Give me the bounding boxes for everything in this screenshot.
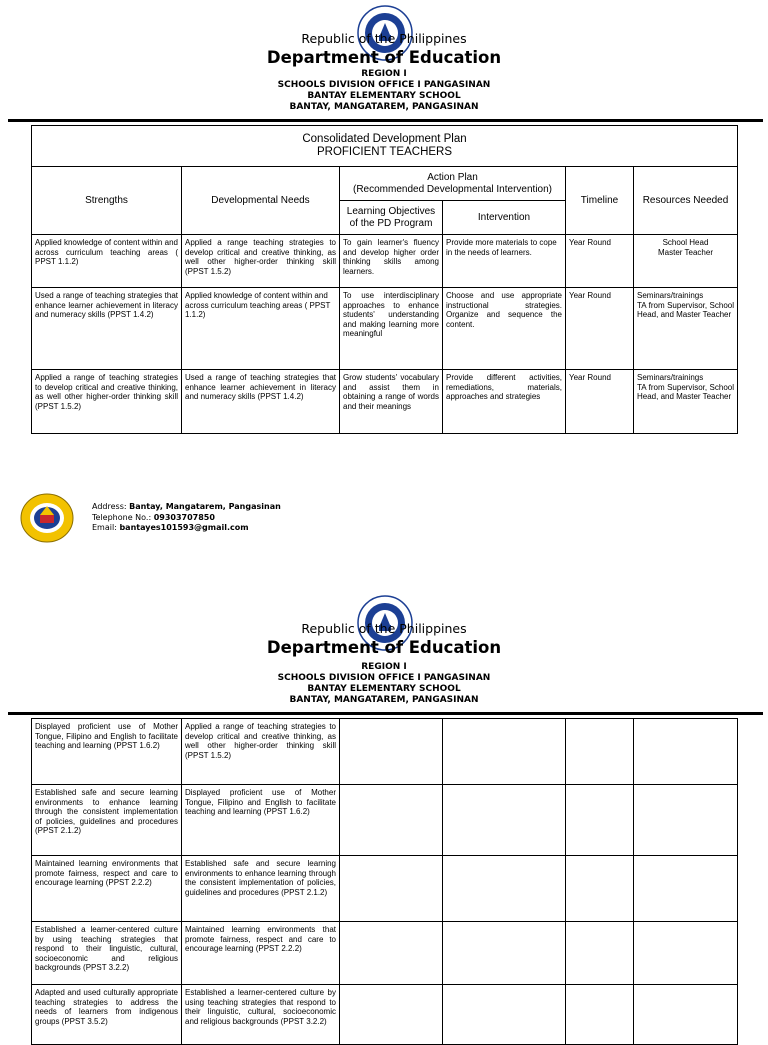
- header-action-plan: [340, 167, 566, 201]
- republic-heading: Republic of the Philippines: [301, 621, 467, 636]
- strength-cell: Maintained learning environments that promote fairness, respect and care to encourage learning (PPST 2.2.2): [32, 856, 182, 922]
- address-line: BANTAY, MANGATAREM, PANGASINAN: [289, 102, 479, 112]
- footer-email: [92, 523, 281, 534]
- department-heading: Department of Education: [266, 48, 502, 67]
- division-line: SCHOOLS DIVISION OFFICE I PANGASINAN: [277, 80, 491, 90]
- header-learning-objectives: Learning Objectives of the PD Program: [340, 201, 443, 235]
- strength-cell: Applied a range of teaching strategies to develop critical and creative thinking, as well other higher-order thinking skill (PPST 1.5.2): [32, 370, 182, 434]
- need-cell: Applied knowledge of content within and across curriculum teaching areas ( PPST 1.1.2): [182, 288, 340, 370]
- table-row: [32, 785, 738, 856]
- table-row: [32, 856, 738, 922]
- region-line: REGION I: [361, 662, 407, 672]
- plan-title-line1: Consolidated Development Plan: [302, 133, 467, 145]
- intervention-cell: [443, 922, 566, 985]
- document-page-2: [0, 590, 768, 1024]
- strength-cell: Applied knowledge of content within and across curriculum teaching areas ( PPST 1.1.2): [32, 235, 182, 288]
- intervention-cell: [443, 985, 566, 1045]
- action-plan-line1: Action Plan: [427, 172, 478, 183]
- school-line: BANTAY ELEMENTARY SCHOOL: [307, 91, 461, 101]
- resources-cell: [634, 785, 738, 856]
- need-cell: Used a range of teaching strategies that enhance learner achievement in literacy and numeracy skills (PPST 1.4.2): [182, 370, 340, 434]
- region-line: REGION I: [361, 69, 407, 79]
- resources-cell: [634, 922, 738, 985]
- timeline-cell: [566, 856, 634, 922]
- republic-heading: Republic of the Philippines: [301, 31, 467, 46]
- strength-cell: Displayed proficient use of Mother Tongue, Filipino and English to facilitate teaching and learning (PPST 1.6.2): [32, 719, 182, 785]
- objective-cell: Grow students' vocabulary and assist them in obtaining a range of words and their meanings: [340, 370, 443, 434]
- department-heading: Department of Education: [266, 638, 502, 657]
- timeline-cell: [566, 922, 634, 985]
- intervention-cell: [443, 785, 566, 856]
- address-label: Address:: [92, 502, 127, 511]
- development-plan-table-continued: [31, 718, 738, 1045]
- intervention-cell: Provide more materials to cope in the needs of learners.: [443, 235, 566, 288]
- header-developmental-needs: Developmental Needs: [182, 167, 340, 235]
- phone-label: Telephone No.:: [92, 512, 152, 522]
- resources-cell: [634, 985, 738, 1045]
- email-value: bantayes101593@gmail.com: [119, 523, 249, 532]
- strength-cell: Used a range of teaching strategies that enhance learner achievement in literacy and numeracy skills (PPST 1.4.2): [32, 288, 182, 370]
- address-value: Bantay, Mangatarem, Pangasinan: [129, 502, 281, 511]
- resources-cell: Seminars/trainings TA from Supervisor, School Head, and Master Teacher: [634, 370, 738, 434]
- email-label: Email:: [92, 523, 117, 532]
- table-row: [32, 719, 738, 785]
- need-cell: Maintained learning environments that promote fairness, respect and care to encourage learning (PPST 2.2.2): [182, 922, 340, 985]
- header-timeline: Timeline: [566, 167, 634, 235]
- school-line: BANTAY ELEMENTARY SCHOOL: [307, 684, 461, 694]
- header-strengths: Strengths: [32, 167, 182, 235]
- resources-cell: [634, 719, 738, 785]
- objective-cell: [340, 785, 443, 856]
- table-row: [32, 985, 738, 1045]
- timeline-cell: Year Round: [566, 288, 634, 370]
- table-row: [32, 288, 738, 370]
- need-cell: Established safe and secure learning environments to enhance learning through the consistent implementation of policies, guidelines and procedures (PPST 2.1.2): [182, 856, 340, 922]
- division-line: SCHOOLS DIVISION OFFICE I PANGASINAN: [277, 673, 491, 683]
- need-cell: Applied a range teaching strategies to develop critical and creative thinking, as well other higher-order thinking skill (PPST 1.5.2): [182, 235, 340, 288]
- objective-cell: [340, 985, 443, 1045]
- intervention-cell: [443, 719, 566, 785]
- development-plan-table: [31, 125, 738, 434]
- need-cell: Established a learner-centered culture by using teaching strategies that respond to their linguistic, cultural, socioeconomic and religious backgrounds (PPST 3.2.2): [182, 985, 340, 1045]
- school-logo-icon: [20, 491, 74, 545]
- header-rule: [8, 119, 763, 122]
- action-plan-line2: (Recommended Developmental Intervention): [353, 183, 552, 195]
- table-row: [32, 922, 738, 985]
- phone-value: 09303707850: [153, 512, 215, 522]
- footer-phone: [92, 513, 281, 524]
- table-row: [32, 235, 738, 288]
- table-row: [32, 370, 738, 434]
- need-cell: Displayed proficient use of Mother Tongue, Filipino and English to facilitate teaching and learning (PPST 1.6.2): [182, 785, 340, 856]
- plan-title: [32, 126, 738, 167]
- intervention-cell: Provide different activities, remediations, materials, approaches and strategies: [443, 370, 566, 434]
- header-resources: Resources Needed: [634, 167, 738, 235]
- resources-cell: [634, 856, 738, 922]
- objective-cell: To gain learner's fluency and develop higher order thinking skills among learners.: [340, 235, 443, 288]
- intervention-cell: [443, 856, 566, 922]
- objective-cell: [340, 856, 443, 922]
- timeline-cell: [566, 985, 634, 1045]
- objective-cell: To use interdisciplinary approaches to enhance students' understanding and making learning more meaningful: [340, 288, 443, 370]
- footer-contact: [92, 502, 281, 534]
- header-intervention: Intervention: [443, 201, 566, 235]
- resources-cell: School Head Master Teacher: [634, 235, 738, 288]
- plan-title-line2: PROFICIENT TEACHERS: [316, 146, 453, 158]
- footer-address: [92, 502, 281, 513]
- header-rule: [8, 712, 763, 715]
- timeline-cell: Year Round: [566, 235, 634, 288]
- objective-cell: [340, 719, 443, 785]
- need-cell: Applied a range of teaching strategies to develop critical and creative thinking, as well other higher-order thinking skill (PPST 1.5.2): [182, 719, 340, 785]
- objective-cell: [340, 922, 443, 985]
- strength-cell: Established safe and secure learning environments to enhance learning through the consistent implementation of policies, guidelines and procedures (PPST 2.1.2): [32, 785, 182, 856]
- intervention-cell: Choose and use appropriate instructional strategies. Organize and sequence the content.: [443, 288, 566, 370]
- timeline-cell: [566, 785, 634, 856]
- strength-cell: Established a learner-centered culture by using teaching strategies that respond to their linguistic, cultural, socioeconomic and religious backgrounds (PPST 3.2.2): [32, 922, 182, 985]
- resources-cell: Seminars/trainings TA from Supervisor, School Head, and Master Teacher: [634, 288, 738, 370]
- timeline-cell: Year Round: [566, 370, 634, 434]
- address-line: BANTAY, MANGATAREM, PANGASINAN: [289, 695, 479, 705]
- strength-cell: Adapted and used culturally appropriate teaching strategies to address the needs of learners from indigenous groups (PPST 3.5.2): [32, 985, 182, 1045]
- timeline-cell: [566, 719, 634, 785]
